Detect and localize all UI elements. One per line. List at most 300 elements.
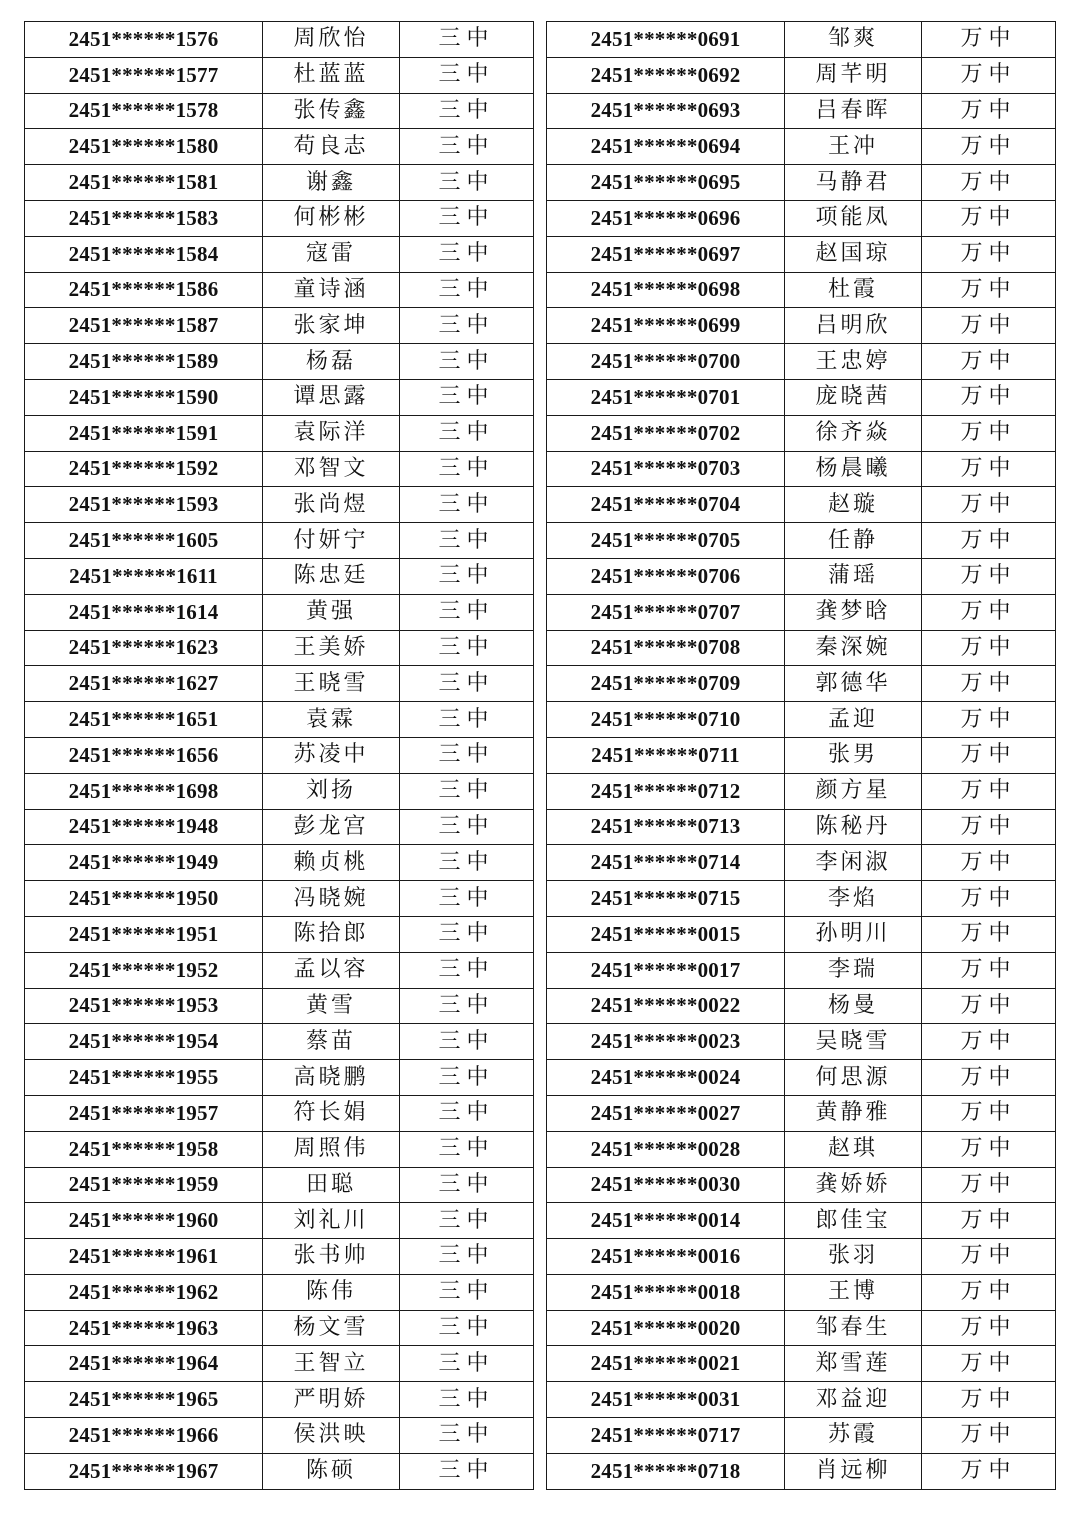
student-id-cell: 2451******1592 [25,451,263,487]
student-id-cell: 2451******1966 [25,1418,263,1454]
school-cell: 三中 [400,344,534,380]
table-row [547,558,1056,594]
student-id-cell: 2451******0693 [547,93,785,129]
student-id-cell: 2451******0014 [547,1203,785,1239]
table-row [547,200,1056,236]
student-name-cell: 邹爽 [785,22,922,58]
table-row [547,93,1056,129]
student-id-cell: 2451******1961 [25,1239,263,1275]
student-id-cell: 2451******1950 [25,881,263,917]
school-cell: 万中 [922,1274,1056,1310]
student-id-cell: 2451******0022 [547,988,785,1024]
table-row [25,1095,534,1131]
student-id-cell: 2451******0718 [547,1453,785,1489]
school-cell: 三中 [400,451,534,487]
student-name-cell: 王美娇 [263,630,400,666]
school-cell: 万中 [922,57,1056,93]
table-row [25,1060,534,1096]
school-cell: 三中 [400,272,534,308]
student-name-cell: 秦深婉 [785,630,922,666]
student-id-cell: 2451******1964 [25,1346,263,1382]
table-row [25,451,534,487]
student-id-cell: 2451******0703 [547,451,785,487]
student-name-cell: 赵国琼 [785,236,922,272]
table-row [25,916,534,952]
student-name-cell: 何彬彬 [263,200,400,236]
student-name-cell: 苟良志 [263,129,400,165]
student-name-cell: 邹春生 [785,1310,922,1346]
school-cell: 三中 [400,1239,534,1275]
student-name-cell: 何思源 [785,1060,922,1096]
student-id-cell: 2451******1587 [25,308,263,344]
school-cell: 万中 [922,272,1056,308]
student-name-cell: 孟以容 [263,952,400,988]
school-cell: 三中 [400,1382,534,1418]
student-id-cell: 2451******1949 [25,845,263,881]
student-name-cell: 周芊明 [785,57,922,93]
school-cell: 万中 [922,1310,1056,1346]
student-id-cell: 2451******0015 [547,916,785,952]
student-id-cell: 2451******0717 [547,1418,785,1454]
school-cell: 万中 [922,1024,1056,1060]
school-cell: 三中 [400,1095,534,1131]
student-name-cell: 颜方星 [785,773,922,809]
student-name-cell: 赖贞桃 [263,845,400,881]
student-id-cell: 2451******0028 [547,1131,785,1167]
student-name-cell: 周欣怡 [263,22,400,58]
school-cell: 万中 [922,200,1056,236]
school-cell: 万中 [922,773,1056,809]
table-row [547,809,1056,845]
table-row [547,1060,1056,1096]
student-name-cell: 周照伟 [263,1131,400,1167]
student-id-cell: 2451******0714 [547,845,785,881]
student-id-cell: 2451******0710 [547,702,785,738]
table-row [25,594,534,630]
school-cell: 三中 [400,666,534,702]
table-row [25,129,534,165]
student-name-cell: 项能凤 [785,200,922,236]
table-row [547,1167,1056,1203]
table-row [25,1024,534,1060]
school-cell: 三中 [400,988,534,1024]
table-row [547,666,1056,702]
school-cell: 三中 [400,809,534,845]
table-row [25,272,534,308]
student-name-cell: 赵琪 [785,1131,922,1167]
student-id-cell: 2451******0698 [547,272,785,308]
student-name-cell: 马静君 [785,165,922,201]
table-row [25,1418,534,1454]
student-name-cell: 蔡苗 [263,1024,400,1060]
table-row [25,200,534,236]
student-id-cell: 2451******1586 [25,272,263,308]
student-id-cell: 2451******1951 [25,916,263,952]
school-cell: 三中 [400,415,534,451]
school-cell: 万中 [922,558,1056,594]
student-id-cell: 2451******0024 [547,1060,785,1096]
table-row [547,773,1056,809]
table-row [25,344,534,380]
school-cell: 万中 [922,1239,1056,1275]
student-name-cell: 杜霞 [785,272,922,308]
table-row [547,630,1056,666]
table-row [25,702,534,738]
school-cell: 万中 [922,737,1056,773]
table-row [25,952,534,988]
student-id-cell: 2451******0692 [547,57,785,93]
school-cell: 三中 [400,165,534,201]
table-row [25,236,534,272]
table-row [547,1310,1056,1346]
student-id-cell: 2451******1584 [25,236,263,272]
student-name-cell: 陈秘丹 [785,809,922,845]
student-id-cell: 2451******0023 [547,1024,785,1060]
student-id-cell: 2451******1623 [25,630,263,666]
student-name-cell: 杨磊 [263,344,400,380]
table-row [25,809,534,845]
table-row [547,988,1056,1024]
student-name-cell: 李瑞 [785,952,922,988]
student-id-cell: 2451******0020 [547,1310,785,1346]
student-name-cell: 王忠婷 [785,344,922,380]
school-cell: 三中 [400,1346,534,1382]
school-cell: 三中 [400,1060,534,1096]
student-name-cell: 苏凌中 [263,737,400,773]
school-cell: 万中 [922,415,1056,451]
student-id-cell: 2451******0715 [547,881,785,917]
school-cell: 万中 [922,165,1056,201]
table-row [547,594,1056,630]
table-row [547,1239,1056,1275]
student-id-cell: 2451******0016 [547,1239,785,1275]
table-row [25,845,534,881]
table-row [547,1453,1056,1489]
student-name-cell: 陈忠廷 [263,558,400,594]
student-id-cell: 2451******0713 [547,809,785,845]
school-cell: 万中 [922,666,1056,702]
school-cell: 三中 [400,702,534,738]
table-row [547,415,1056,451]
table-row [547,1095,1056,1131]
school-cell: 三中 [400,558,534,594]
student-name-cell: 张书帅 [263,1239,400,1275]
table-row [547,165,1056,201]
student-id-cell: 2451******0027 [547,1095,785,1131]
student-id-cell: 2451******1698 [25,773,263,809]
table-row [547,1203,1056,1239]
student-id-cell: 2451******1651 [25,702,263,738]
student-id-cell: 2451******1593 [25,487,263,523]
table-row [25,1239,534,1275]
student-name-cell: 陈拾郎 [263,916,400,952]
school-cell: 三中 [400,379,534,415]
student-name-cell: 张尚煜 [263,487,400,523]
school-cell: 万中 [922,379,1056,415]
student-id-cell: 2451******1948 [25,809,263,845]
student-name-cell: 王晓雪 [263,666,400,702]
school-cell: 万中 [922,1453,1056,1489]
student-name-cell: 龚娇娇 [785,1167,922,1203]
student-id-cell: 2451******0021 [547,1346,785,1382]
student-id-cell: 2451******1577 [25,57,263,93]
school-cell: 三中 [400,773,534,809]
school-cell: 万中 [922,308,1056,344]
school-cell: 三中 [400,236,534,272]
school-cell: 万中 [922,952,1056,988]
student-id-cell: 2451******1957 [25,1095,263,1131]
table-row [25,773,534,809]
table-row [547,236,1056,272]
school-cell: 三中 [400,1167,534,1203]
student-id-cell: 2451******0695 [547,165,785,201]
school-cell: 三中 [400,523,534,559]
table-row [547,1346,1056,1382]
table-row [25,487,534,523]
table-row [25,57,534,93]
table-row [547,1418,1056,1454]
school-cell: 万中 [922,129,1056,165]
school-cell: 三中 [400,93,534,129]
table-row [25,737,534,773]
student-id-cell: 2451******1611 [25,558,263,594]
school-cell: 万中 [922,451,1056,487]
student-name-cell: 黄雪 [263,988,400,1024]
student-id-cell: 2451******1954 [25,1024,263,1060]
table-row [25,1274,534,1310]
table-row [25,881,534,917]
student-id-cell: 2451******0691 [547,22,785,58]
school-cell: 万中 [922,702,1056,738]
student-name-cell: 陈硕 [263,1453,400,1489]
school-cell: 万中 [922,809,1056,845]
table-row [25,22,534,58]
table-row [547,451,1056,487]
student-id-cell: 2451******0017 [547,952,785,988]
table-row [547,129,1056,165]
table-row [25,1131,534,1167]
student-name-cell: 侯洪映 [263,1418,400,1454]
school-cell: 万中 [922,916,1056,952]
school-cell: 万中 [922,1131,1056,1167]
student-name-cell: 付妍宁 [263,523,400,559]
student-name-cell: 童诗涵 [263,272,400,308]
school-cell: 万中 [922,487,1056,523]
student-name-cell: 郑雪莲 [785,1346,922,1382]
student-name-cell: 冯晓婉 [263,881,400,917]
student-name-cell: 张男 [785,737,922,773]
student-id-cell: 2451******0701 [547,379,785,415]
table-row [547,952,1056,988]
student-name-cell: 肖远柳 [785,1453,922,1489]
school-cell: 万中 [922,1418,1056,1454]
student-id-cell: 2451******1958 [25,1131,263,1167]
school-cell: 万中 [922,22,1056,58]
table-row [547,308,1056,344]
school-cell: 三中 [400,1274,534,1310]
student-name-cell: 杜蓝蓝 [263,57,400,93]
school-cell: 三中 [400,916,534,952]
student-id-cell: 2451******0694 [547,129,785,165]
student-name-cell: 高晓鹏 [263,1060,400,1096]
school-cell: 三中 [400,630,534,666]
student-name-cell: 蒲瑶 [785,558,922,594]
student-name-cell: 谭思露 [263,379,400,415]
student-id-cell: 2451******1605 [25,523,263,559]
student-id-cell: 2451******0697 [547,236,785,272]
table-row [547,487,1056,523]
school-cell: 三中 [400,308,534,344]
student-id-cell: 2451******0696 [547,200,785,236]
student-name-cell: 赵璇 [785,487,922,523]
student-id-cell: 2451******1959 [25,1167,263,1203]
school-cell: 三中 [400,1453,534,1489]
school-cell: 万中 [922,1167,1056,1203]
student-id-cell: 2451******1963 [25,1310,263,1346]
student-id-cell: 2451******0704 [547,487,785,523]
school-cell: 三中 [400,487,534,523]
student-name-cell: 谢鑫 [263,165,400,201]
student-id-cell: 2451******1576 [25,22,263,58]
student-name-cell: 刘扬 [263,773,400,809]
student-name-cell: 杨文雪 [263,1310,400,1346]
school-cell: 三中 [400,845,534,881]
roster-table-left [24,21,534,1490]
table-row [547,916,1056,952]
student-id-cell: 2451******1962 [25,1274,263,1310]
student-name-cell: 苏霞 [785,1418,922,1454]
school-cell: 万中 [922,594,1056,630]
student-id-cell: 2451******1656 [25,737,263,773]
student-name-cell: 杨晨曦 [785,451,922,487]
student-name-cell: 任静 [785,523,922,559]
table-row [25,630,534,666]
school-cell: 三中 [400,881,534,917]
student-name-cell: 吕明欣 [785,308,922,344]
school-cell: 万中 [922,93,1056,129]
student-name-cell: 严明娇 [263,1382,400,1418]
school-cell: 三中 [400,1418,534,1454]
table-row [547,702,1056,738]
school-cell: 三中 [400,200,534,236]
student-name-cell: 邓益迎 [785,1382,922,1418]
student-name-cell: 刘礼川 [263,1203,400,1239]
table-row [547,1131,1056,1167]
school-cell: 万中 [922,988,1056,1024]
table-row [25,1203,534,1239]
student-id-cell: 2451******0702 [547,415,785,451]
table-row [547,379,1056,415]
school-cell: 万中 [922,1203,1056,1239]
student-id-cell: 2451******1627 [25,666,263,702]
school-cell: 万中 [922,845,1056,881]
table-row [25,415,534,451]
student-name-cell: 王智立 [263,1346,400,1382]
school-cell: 万中 [922,236,1056,272]
school-cell: 万中 [922,523,1056,559]
student-id-cell: 2451******1581 [25,165,263,201]
student-id-cell: 2451******0700 [547,344,785,380]
student-id-cell: 2451******0030 [547,1167,785,1203]
table-row [547,845,1056,881]
table-row [547,737,1056,773]
student-name-cell: 袁际洋 [263,415,400,451]
student-name-cell: 郭德华 [785,666,922,702]
student-id-cell: 2451******0031 [547,1382,785,1418]
table-row [25,165,534,201]
student-name-cell: 王冲 [785,129,922,165]
student-name-cell: 张羽 [785,1239,922,1275]
student-name-cell: 寇雷 [263,236,400,272]
student-id-cell: 2451******1955 [25,1060,263,1096]
student-name-cell: 吴晓雪 [785,1024,922,1060]
student-name-cell: 王博 [785,1274,922,1310]
table-row [25,1453,534,1489]
school-cell: 万中 [922,630,1056,666]
student-id-cell: 2451******0709 [547,666,785,702]
student-name-cell: 张传鑫 [263,93,400,129]
student-id-cell: 2451******1967 [25,1453,263,1489]
roster-table-right [546,21,1056,1490]
table-row [25,988,534,1024]
table-row [25,379,534,415]
student-id-cell: 2451******1590 [25,379,263,415]
table-row [547,1024,1056,1060]
table-row [547,57,1056,93]
student-id-cell: 2451******1591 [25,415,263,451]
school-cell: 万中 [922,1346,1056,1382]
table-row [547,523,1056,559]
table-row [547,1274,1056,1310]
school-cell: 三中 [400,1131,534,1167]
table-row [25,523,534,559]
student-name-cell: 张家坤 [263,308,400,344]
table-row [25,1382,534,1418]
school-cell: 万中 [922,1095,1056,1131]
table-row [25,93,534,129]
student-name-cell: 邓智文 [263,451,400,487]
student-id-cell: 2451******0705 [547,523,785,559]
student-id-cell: 2451******1953 [25,988,263,1024]
table-row [25,558,534,594]
student-name-cell: 田聪 [263,1167,400,1203]
student-name-cell: 彭龙宫 [263,809,400,845]
school-cell: 三中 [400,1203,534,1239]
student-name-cell: 徐齐焱 [785,415,922,451]
student-id-cell: 2451******0711 [547,737,785,773]
student-name-cell: 李焰 [785,881,922,917]
student-name-cell: 孟迎 [785,702,922,738]
student-id-cell: 2451******0018 [547,1274,785,1310]
school-cell: 万中 [922,1382,1056,1418]
student-id-cell: 2451******1965 [25,1382,263,1418]
student-id-cell: 2451******1580 [25,129,263,165]
school-cell: 三中 [400,22,534,58]
student-id-cell: 2451******1614 [25,594,263,630]
student-id-cell: 2451******0706 [547,558,785,594]
school-cell: 三中 [400,1024,534,1060]
student-id-cell: 2451******1960 [25,1203,263,1239]
school-cell: 三中 [400,57,534,93]
student-name-cell: 孙明川 [785,916,922,952]
student-name-cell: 黄静雅 [785,1095,922,1131]
table-row [547,881,1056,917]
table-row [25,666,534,702]
student-id-cell: 2451******1952 [25,952,263,988]
student-name-cell: 李闲淑 [785,845,922,881]
student-id-cell: 2451******0708 [547,630,785,666]
student-name-cell: 吕春晖 [785,93,922,129]
